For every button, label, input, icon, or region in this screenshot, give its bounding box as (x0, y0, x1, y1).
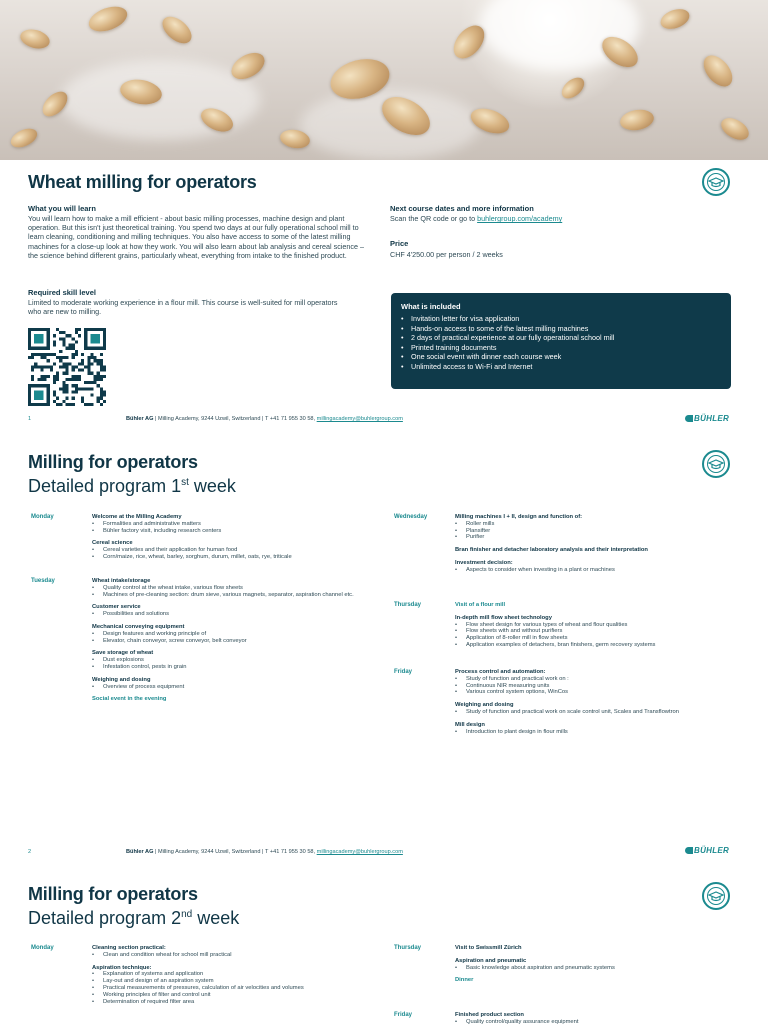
dinner-event: Dinner (455, 977, 474, 984)
list-item: • Application examples of detachers, bran finishers, germ recovery systems (455, 642, 725, 649)
list-item: • Application of 8-roller mill in flow sheets (455, 635, 725, 642)
price-heading: Price (390, 239, 409, 248)
list-item: • Flow sheets with and without purifiers (455, 628, 725, 635)
list-item: • Quality control/quality assurance equipment (455, 1019, 725, 1024)
block-heading: Customer service (92, 604, 141, 611)
day-monday: Monday (31, 945, 54, 951)
block-heading: Investment decision: (455, 559, 513, 566)
program-subtitle (28, 476, 236, 497)
buhler-logo (685, 414, 729, 423)
list-item: • Cereal varieties and their application for human food (92, 547, 362, 554)
block-heading: Cleaning section practical: (92, 945, 166, 951)
list-item: • Study of function and practical work on : (455, 676, 725, 683)
qr-code[interactable] (28, 328, 106, 406)
block-heading: In-depth mill flow sheet technology (455, 614, 552, 621)
logo-text: BÜHLER (694, 414, 730, 423)
footer-address (126, 416, 403, 422)
hero-image-wheat-grains (0, 0, 768, 160)
price-text: CHF 4'250.00 per person / 2 weeks (390, 250, 503, 259)
program-title: Milling for operators (28, 452, 198, 472)
logo-text: BÜHLER (694, 846, 730, 855)
next-dates-heading: Next course dates and more information (390, 204, 534, 213)
academy-graduation-icon (702, 882, 730, 910)
block-heading: Welcome at the Milling Academy (92, 514, 182, 520)
list-item: • One social event with dinner each course week (401, 352, 721, 362)
list-item: • Hands-on access to some of the latest milling machines (401, 324, 721, 334)
list-item: • Purifier (455, 534, 725, 541)
subtitle-text: Detailed program 1 (28, 476, 182, 496)
included-box (391, 293, 731, 389)
list-item: • Practical measurements of pressures, calculation of air velocities and volumes (92, 985, 362, 992)
list-item: • Quality control at the wheat intake, various flow sheets (92, 585, 362, 592)
footer-address-text: | Milling Academy, 9244 Uzwil, Switzerland | T +41 71 955 30 58, (153, 849, 317, 855)
footer-email-link[interactable]: millingacademy@buhlergroup.com (316, 416, 403, 422)
list-item: • Explanation of systems and application (92, 971, 362, 978)
list-item: • Overview of process equipment (92, 684, 362, 691)
block-heading: Aspiration and pneumatic (455, 957, 527, 964)
list-item: • Continuous NIR measuring units (455, 683, 725, 690)
footer-email-link[interactable]: millingacademy@buhlergroup.com (316, 849, 403, 855)
page-number: 1 (28, 416, 32, 422)
page-number: 2 (28, 849, 32, 855)
block-heading: Finished product section (455, 1012, 524, 1018)
flour-mill-visit: Visit of a flour mill (455, 602, 506, 608)
academy-graduation-icon (702, 450, 730, 478)
thursday-program (455, 602, 725, 649)
block-heading: Mill design (455, 721, 485, 728)
academy-graduation-icon (702, 168, 730, 196)
footer-company: Bühler AG (126, 849, 154, 855)
footer-company: Bühler AG (126, 416, 154, 422)
social-event: Social event in the evening (92, 696, 167, 703)
list-item: • Lay-out and design of an aspiration system (92, 978, 362, 985)
footer-address (126, 849, 403, 855)
learn-text: You will learn how to make a mill efficient - about basic milling processes, machine design and plant operation. But this isn't just theoretical training. You spend two days at our fully operational school mill to learn cleaning, conditioning and milling techniques. You also have access to some of the latest milling machines for a close-up look at how they work. You will also learn about lab analysis and cereal science – the science behind different grains, particularly wheat, everything from intake to the finished product. (28, 214, 365, 260)
block-heading: Process control and automation: (455, 669, 546, 675)
buhler-logo (685, 846, 729, 855)
block-heading: Mechanical conveying equipment (92, 623, 185, 630)
program-title: Milling for operators (28, 884, 198, 904)
subtitle-sup: st (181, 477, 189, 488)
list-item: • Machines of pre-cleaning section: drum sieve, various magnets, separator, aspiration channel etc. (92, 592, 362, 599)
friday-program (455, 669, 725, 735)
course-title: Wheat milling for operators (28, 172, 257, 192)
program-subtitle (28, 908, 239, 929)
footer-address-text: | Milling Academy, 9244 Uzwil, Switzerland | T +41 71 955 30 58, (153, 416, 317, 422)
list-item: • Introduction to plant design in flour mills (455, 729, 725, 736)
list-item: • Clean and condition wheat for school mill practical (92, 952, 362, 959)
list-item: • Roller mills (455, 521, 725, 528)
block-heading: Cereal science (92, 540, 133, 547)
thursday-program-week2 (455, 945, 725, 984)
day-thursday: Thursday (394, 602, 422, 608)
list-item: • Bühler factory visit, including research centers (92, 528, 362, 535)
list-item: • Aspects to consider when investing in a plant or machines (455, 567, 725, 574)
wednesday-program (455, 514, 725, 574)
block-heading: Bran finisher and detacher laboratory analysis and their interpretation (455, 547, 648, 554)
subtitle-text: Detailed program 2 (28, 908, 182, 928)
day-tuesday: Tuesday (31, 578, 55, 584)
monday-program (92, 514, 362, 561)
subtitle-week: week (188, 476, 236, 496)
list-item: • Plansifter (455, 528, 725, 535)
day-thursday: Thursday (394, 945, 422, 951)
block-heading: Weighing and dosing (455, 702, 514, 709)
skill-text: Limited to moderate working experience in a flour mill. This course is well-suited for mill operators who are new to milling. (28, 298, 338, 317)
list-item: • Formalities and administrative matters (92, 521, 362, 528)
list-item: • Dust explosions (92, 657, 362, 664)
block-heading: Wheat intake/storage (92, 578, 151, 584)
learn-heading: What you will learn (28, 204, 96, 213)
list-item: • Working principles of filter and control unit (92, 992, 362, 999)
list-item: • Study of function and practical work on scale control unit, Scales and Transflowtron (455, 709, 725, 716)
academy-link[interactable]: buhlergroup.com/academy (477, 214, 563, 223)
monday-program-week2 (92, 945, 362, 1005)
skill-heading: Required skill level (28, 288, 96, 297)
block-heading: Aspiration technique: (92, 964, 152, 971)
list-item: • Determination of required filter area (92, 999, 362, 1006)
day-monday: Monday (31, 514, 54, 520)
block-heading: Milling machines I + II, design and function of: (455, 514, 583, 520)
next-dates-label: Scan the QR code or go to (390, 214, 478, 223)
day-friday: Friday (394, 669, 413, 675)
list-item: • Printed training documents (401, 343, 721, 353)
subtitle-sup: nd (181, 909, 193, 920)
subtitle-week: week (192, 908, 240, 928)
list-item: • Invitation letter for visa application (401, 314, 721, 324)
day-friday: Friday (394, 1012, 413, 1018)
day-wednesday: Wednesday (394, 514, 428, 520)
list-item: • Basic knowledge about aspiration and pneumatic systems (455, 965, 725, 972)
list-item: • Corn/maize, rice, wheat, barley, sorghum, durum, millet, oats, rye, triticale (92, 554, 362, 561)
list-item: • Design features and working principle of (92, 631, 362, 638)
list-item: • 2 days of practical experience at our fully operational school mill (401, 333, 721, 343)
block-heading: Weighing and dosing (92, 676, 151, 683)
included-list (401, 314, 721, 372)
block-heading: Save storage of wheat (92, 650, 154, 657)
included-heading: What is included (401, 302, 461, 311)
list-item: • Possibilities and solutions (92, 611, 362, 618)
list-item: • Various control system options, WinCos (455, 689, 725, 696)
tuesday-program (92, 578, 362, 703)
next-dates-text (390, 214, 710, 223)
list-item: • Flow sheet design for various types of wheat and flour qualities (455, 622, 725, 629)
friday-program-week2 (455, 1012, 725, 1024)
list-item: • Infestation control, pests in grain (92, 664, 362, 671)
block-heading: Visit to Swissmill Zürich (455, 945, 522, 951)
list-item: • Unlimited access to Wi-Fi and Internet (401, 362, 721, 372)
list-item: • Elevator, chain conveyor, screw conveyor, belt conveyor (92, 638, 362, 645)
